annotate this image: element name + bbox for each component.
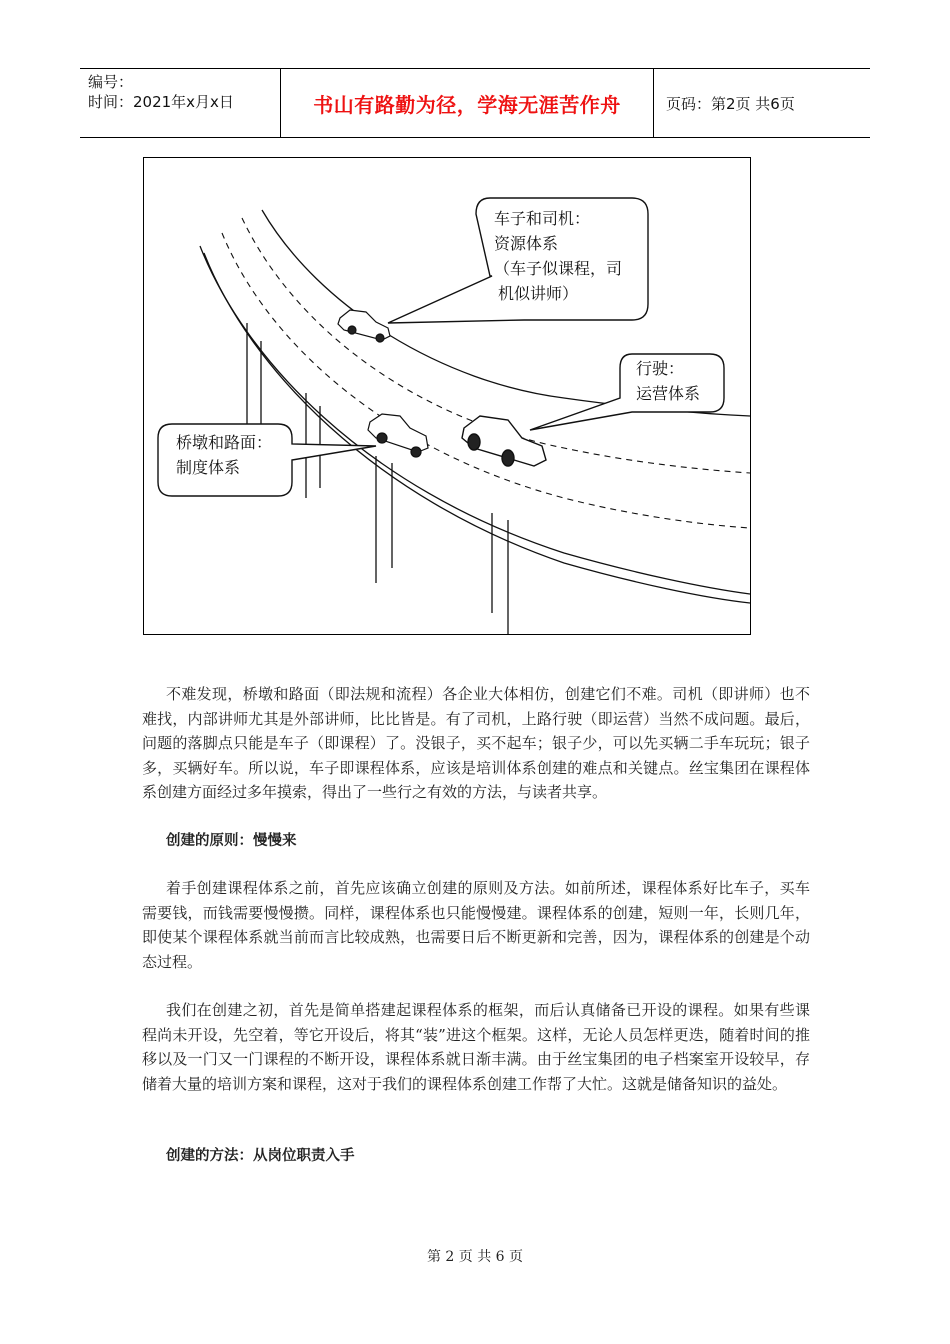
page-header	[80, 68, 870, 138]
header-meta	[80, 69, 281, 137]
callout-text-pier-road: 桥墩和路面： 制度体系	[176, 433, 273, 477]
header-page-info: 页码：第2页 共6页	[666, 94, 795, 113]
body-paragraph-2: 着手创建课程体系之前，首先应该确立创建的原则及方法。如前所述，课程体系好比车子，买车需要钱，而钱需要慢慢攒。同样，课程体系也只能慢慢建。课程体系的创建，短则一年，长则几年，即使某个课程体系就当前而言比较成熟，也需要日后不断更新和完善，因为，课程体系的创建是个动态过程。	[142, 879, 810, 971]
header-page-cell	[654, 69, 870, 137]
body-paragraph-1: 不难发现，桥墩和路面（即法规和流程）各企业大体相仿，创建它们不难。司机（即讲师）也不难找，内部讲师尤其是外部讲师，比比皆是。有了司机，上路行驶（即运营）当然不成问题。最后，问题的落脚点只能是车子（即课程）了。没银子，买不起车；银子少，可以先买辆二手车玩玩；银子多，买辆好车。所以说，车子即课程体系，应该是培训体系创建的难点和关键点。丝宝集团在课程体系创建方面经过多年摸索，得出了一些行之有效的方法，与读者共享。	[142, 685, 810, 801]
body-paragraph-3: 我们在创建之初，首先是简单搭建起课程体系的框架，而后认真储备已开设的课程。如果有些课程尚未开设，先空着，等它开设后，将其“装”进这个框架。这样，无论人员怎样更迭，随着时间的推移以及一门又一门课程的不断开设，课程体系就日渐丰满。由于丝宝集团的电子档案室开设较早，存储着大量的培训方案和课程，这对于我们的课程体系创建工作帮了大忙。这就是储备知识的益处。	[142, 1001, 810, 1093]
car-top	[338, 310, 390, 342]
doc-time-label: 时间：2021年x月x日	[88, 93, 234, 111]
callout-text-driving: 行驶： 运营体系	[636, 359, 701, 403]
header-motto: 书山有路勤为径，学海无涯苦作舟	[313, 92, 621, 117]
car-middle	[368, 414, 428, 457]
highway-illustration	[143, 157, 751, 635]
page-footer: 第 2 页 共 6 页	[426, 1249, 524, 1265]
callout-text-car-driver: 车子和司机： 资源体系 （车子似课程，司 机似讲师）	[494, 209, 623, 303]
section-heading-principle: 创建的原则：慢慢来	[166, 833, 297, 849]
doc-number-label: 编号：	[88, 73, 134, 91]
header-motto-cell	[281, 69, 654, 137]
section-heading-method: 创建的方法：从岗位职责入手	[166, 1148, 355, 1164]
